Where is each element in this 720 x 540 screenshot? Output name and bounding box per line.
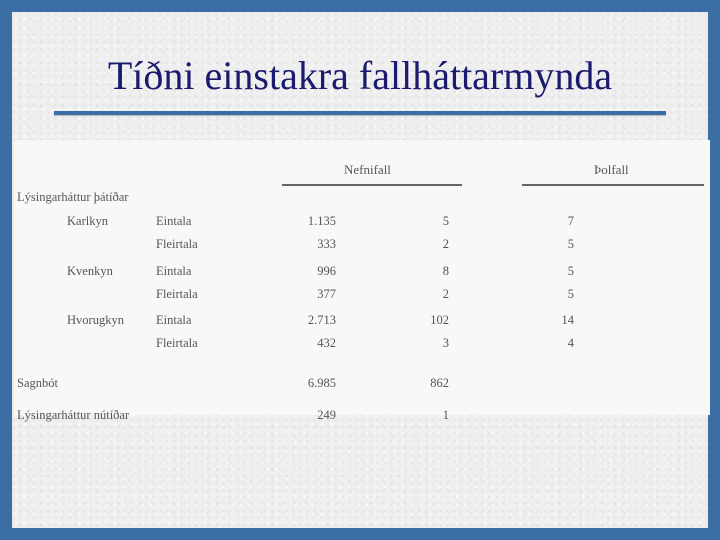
table-cell: 7: [567, 214, 574, 228]
title-underline: [54, 111, 666, 115]
scanned-table: [14, 140, 710, 422]
gender-label: Kvenkyn: [67, 264, 113, 278]
number-label: Fleirtala: [156, 287, 198, 301]
table-cell: 5: [567, 287, 574, 301]
table-cell: 1: [442, 408, 449, 422]
table-cell: 102: [430, 313, 449, 327]
table-cell: 2.713: [307, 313, 336, 327]
header-rule-2: [522, 184, 704, 186]
table-cell: 2: [442, 287, 449, 301]
slide-title: Tíðni einstakra fallháttarmynda: [107, 53, 613, 98]
table-cell: 8: [442, 264, 449, 278]
number-label: Eintala: [156, 214, 192, 228]
gender-label: Hvorugkyn: [67, 313, 124, 327]
table-cell: 1.135: [307, 214, 336, 228]
number-label: Eintala: [156, 313, 192, 327]
table-cell: 3: [442, 336, 449, 350]
gender-label: Karlkyn: [67, 214, 108, 228]
row-label-present-participle: Lýsingarháttur nútíðar: [17, 408, 130, 422]
table-cell: 2: [442, 237, 449, 251]
number-label: Fleirtala: [156, 237, 198, 251]
table-cell: 14: [561, 313, 574, 327]
table-cell: 333: [317, 237, 336, 251]
header-nefnifall: Nefnifall: [344, 162, 391, 177]
number-label: Eintala: [156, 264, 192, 278]
number-label: Fleirtala: [156, 336, 198, 350]
section-label-past-participle: Lýsingarháttur þátíðar: [17, 190, 129, 204]
table-cell: 5: [567, 237, 574, 251]
table-cell: 249: [317, 408, 336, 422]
table-cell: 862: [430, 376, 449, 390]
header-rule-1: [282, 184, 462, 186]
table-cell: 5: [442, 214, 449, 228]
table-cell: 4: [567, 336, 574, 350]
table-cell: 996: [317, 264, 336, 278]
slide: [12, 12, 708, 528]
table-cell: 6.985: [307, 376, 336, 390]
row-label-sagnbot: Sagnbót: [17, 376, 58, 390]
table-cell: 5: [567, 264, 574, 278]
table-cell: 432: [317, 336, 336, 350]
header-tholfall: Þolfall: [594, 162, 629, 177]
table-cell: 377: [317, 287, 336, 301]
